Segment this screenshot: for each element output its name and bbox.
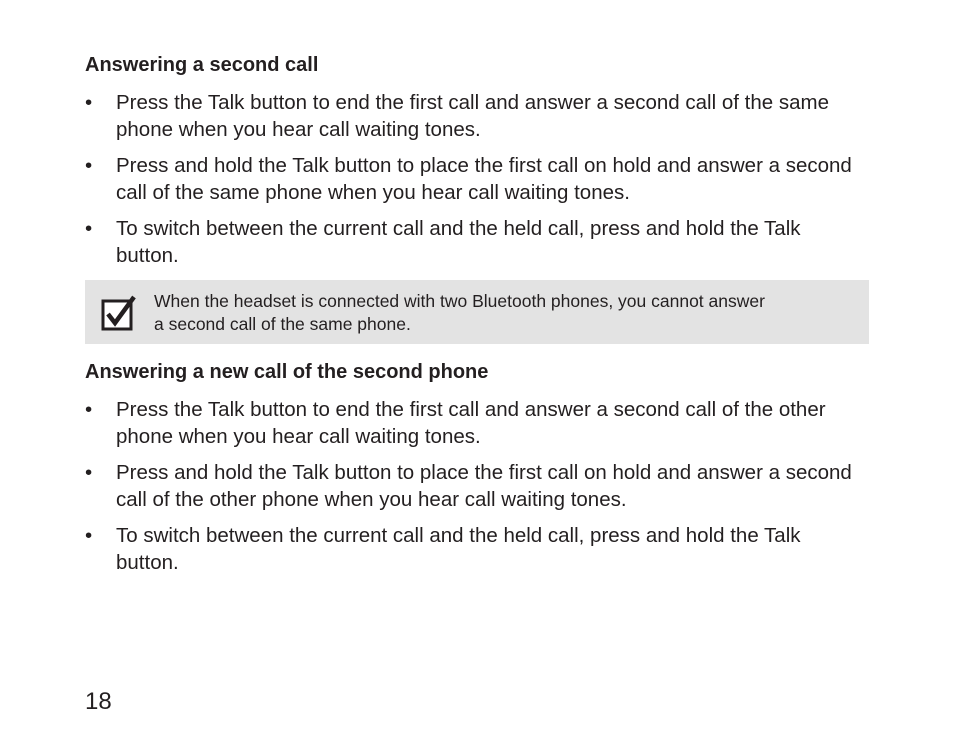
note-line: When the headset is connected with two Bluetooth phones, you cannot answer	[154, 291, 765, 311]
list-item-line: phone when you hear call waiting tones.	[116, 117, 481, 141]
list-item	[85, 523, 885, 576]
list-item-line: To switch between the current call and the held call, press and hold the Talk	[116, 217, 801, 240]
list-item	[85, 153, 885, 206]
list-item	[85, 216, 885, 269]
bullet-list-second-phone	[85, 397, 885, 586]
list-item-line: phone when you hear call waiting tones.	[116, 424, 481, 448]
list-item-line: button.	[116, 550, 179, 574]
note-line: a second call of the same phone.	[154, 314, 411, 334]
section-heading-answering-new-call: Answering a new call of the second phone	[85, 361, 489, 383]
list-item-line: call of the same phone when you hear call waiting tones.	[116, 180, 630, 204]
bullet-icon: •	[85, 524, 93, 547]
checkbox-check-icon	[101, 295, 137, 331]
list-item-line: Press the Talk button to end the first call and answer a second call of the same	[116, 91, 829, 114]
bullet-icon: •	[85, 154, 93, 177]
bullet-icon: •	[85, 217, 93, 240]
list-item-line: button.	[116, 243, 179, 267]
list-item	[85, 90, 885, 143]
note-text	[154, 290, 854, 336]
list-item-line: Press and hold the Talk button to place the first call on hold and answer a second	[116, 461, 852, 484]
list-item-line: Press the Talk button to end the first call and answer a second call of the other	[116, 398, 826, 421]
list-item	[85, 397, 885, 450]
bullet-icon: •	[85, 461, 93, 484]
list-item-line: Press and hold the Talk button to place the first call on hold and answer a second	[116, 154, 852, 177]
list-item-line: call of the other phone when you hear call waiting tones.	[116, 487, 627, 511]
note-box	[85, 280, 869, 344]
list-item-line: To switch between the current call and the held call, press and hold the Talk	[116, 524, 801, 547]
bullet-list-second-call	[85, 90, 885, 279]
page-number: 18	[85, 688, 112, 715]
list-item	[85, 460, 885, 513]
bullet-icon: •	[85, 398, 93, 421]
section-heading-answering-second-call: Answering a second call	[85, 54, 319, 76]
bullet-icon: •	[85, 91, 93, 114]
